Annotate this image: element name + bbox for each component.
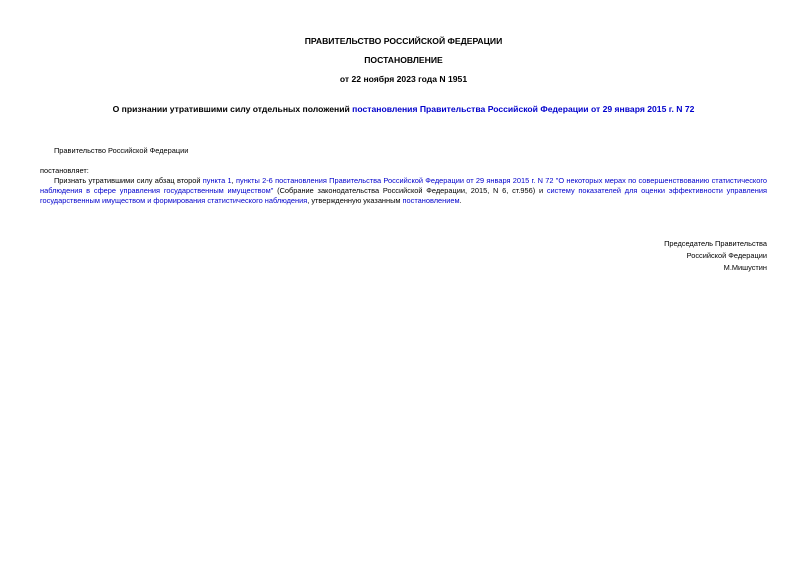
link-resolution[interactable]: постановлением bbox=[402, 196, 460, 205]
link-points-2-6[interactable]: пункты 2-6 bbox=[236, 176, 273, 185]
main-paragraph bbox=[40, 176, 767, 206]
paragraph-text: (Собрание законодательства Российской Федерации, 2015, N 6, ст.956) и bbox=[273, 186, 547, 195]
paragraph-text: , bbox=[231, 176, 237, 185]
document-title bbox=[40, 104, 767, 115]
date-number-heading: от 22 ноября 2023 года N 1951 bbox=[339, 74, 468, 84]
paragraph-text: , утвержденную указанным bbox=[307, 196, 403, 205]
link-resolution-72[interactable]: постановления Правительства Российской Федерации от 29 января 2015 г. N 72 "О некоторых мерах по совершенствованию статистического наблюдения в сфере управления государственным имуществом" bbox=[40, 176, 767, 195]
decree-word: постановляет: bbox=[40, 166, 89, 175]
paragraph-text: Признать утратившими силу абзац второй bbox=[54, 176, 203, 185]
government-heading: ПРАВИТЕЛЬСТВО РОССИЙСКОЙ ФЕДЕРАЦИИ bbox=[304, 36, 503, 46]
title-link[interactable]: постановления Правительства Российской Федерации от 29 января 2015 г. N 72 bbox=[352, 104, 695, 114]
issuer-text: Правительство Российской Федерации bbox=[54, 146, 189, 155]
paragraph-text: . bbox=[459, 196, 462, 205]
link-point-1[interactable]: пункта 1 bbox=[202, 176, 232, 185]
link-indicator-system[interactable]: систему показателей для оценки эффективности управления государственным имуществом и формирования статистического наблюдения bbox=[40, 186, 767, 205]
signature-name: М.Мишустин bbox=[723, 263, 767, 272]
signature-block bbox=[664, 238, 767, 274]
title-prefix: О признании утратившими силу отдельных положений bbox=[112, 104, 353, 114]
doc-type-heading: ПОСТАНОВЛЕНИЕ bbox=[364, 55, 443, 65]
signature-organization: Российской Федерации bbox=[686, 251, 767, 260]
signature-position: Председатель Правительства bbox=[664, 239, 767, 248]
